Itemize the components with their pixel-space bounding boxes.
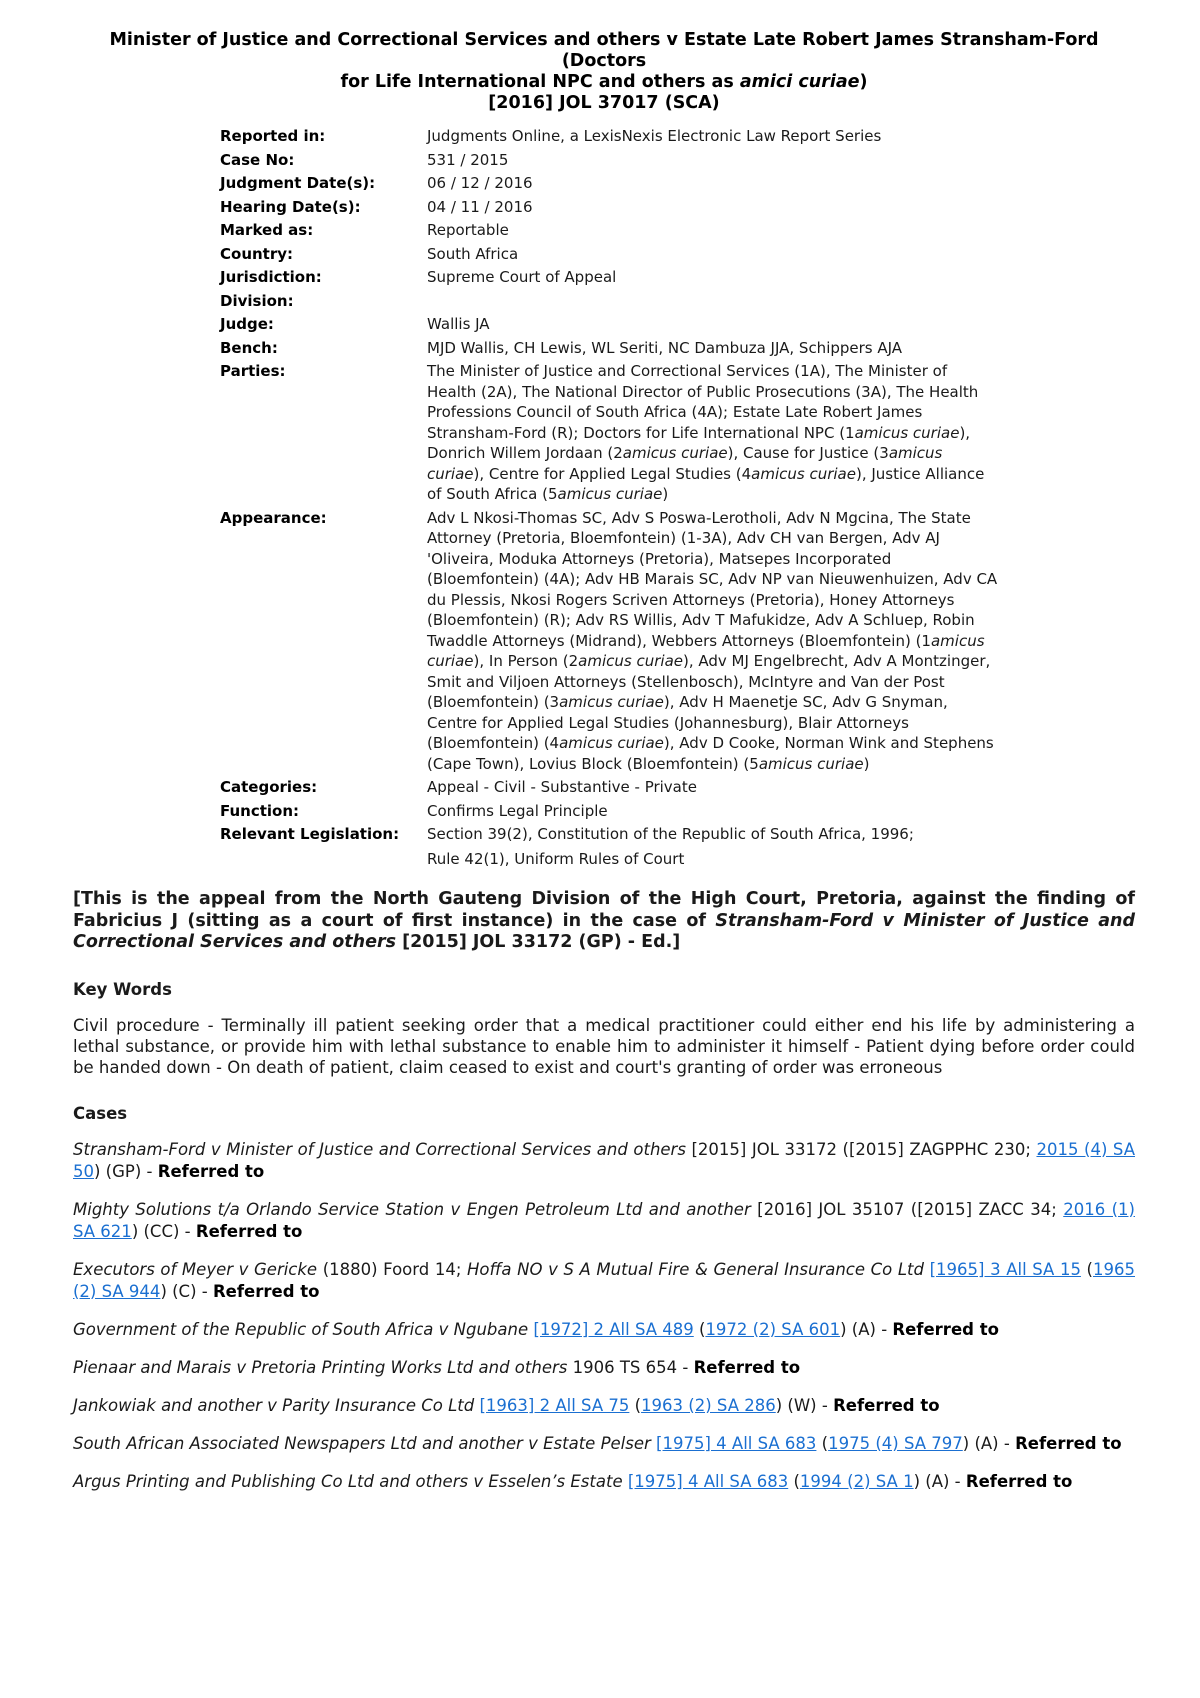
treatment-label: Referred to xyxy=(833,1395,940,1415)
case-name: Argus Printing and Publishing Co Ltd and others v Esselen’s Estate xyxy=(73,1471,623,1491)
case-text: ) (A) - xyxy=(840,1319,893,1339)
appeal-note-text: [This is the appeal from the North Gauteng Division of the High Court, Pretoria, against the finding of Fabricius J (sitting as a court of first instance) in the case of xyxy=(73,889,1135,931)
case-text: (1880) Foord 14; xyxy=(317,1259,468,1279)
metadata-row xyxy=(220,197,1000,218)
cases-list xyxy=(73,1139,1135,1493)
case-text: [2015] JOL 33172 ([2015] ZAGPPHC 230; xyxy=(685,1139,1037,1159)
case-entry xyxy=(73,1319,1135,1341)
metadata-value: The Minister of Justice and Correctional Services (1A), The Minister of Health (2A), The National Director of Public Prosecutions (3A), The Health Professions Council of South Africa (4A); Estate Late Robert James Stransham-Ford (R); Doctors for Life International NPC (1amicus curiae), Donrich Willem Jordaan (2amicus curiae), Cause for Justice (3amicus curiae), Centre for Applied Legal Studies (4amicus curiae), Justice Alliance of South Africa (5amicus curiae) xyxy=(427,362,985,503)
case-entry xyxy=(73,1357,1135,1379)
metadata-row xyxy=(220,777,1000,798)
metadata-value: 04 / 11 / 2016 xyxy=(427,197,533,216)
metadata-value: South Africa xyxy=(427,244,519,263)
amicus-curiae-term: amicus curiae xyxy=(578,652,683,670)
metadata-value: Adv L Nkosi-Thomas SC, Adv S Poswa-Lerotholi, Adv N Mgcina, The State Attorney (Pretoria, Bloemfontein) (1-3A), Adv CH van Bergen, Adv AJ 'Oliveira, Moduka Attorneys (Pretoria), Matsepes Incorporated (Bloemfontein) (4A); Adv HB Marais SC, Adv NP van Nieuwenhuizen, Adv CA du Plessis, Nkosi Rogers Scriven Attorneys (Pretoria), Honey Attorneys (Bloemfontein) (R); Adv RS Willis, Adv T Mafukidze, Adv A Schluep, Robin Twaddle Attorneys (Midrand), Webbers Attorneys (Bloemfontein) (1amicus curiae), In Person (2amicus curiae), Adv MJ Engelbrecht, Adv A Montzinger, Smit and Viljoen Attorneys (Stellenbosch), McIntyre and Van der Post (Bloemfontein) (3amicus curiae), Adv H Maenetje SC, Adv G Snyman, Centre for Applied Legal Studies (Johannesburg), Blair Attorneys (Bloemfontein) (4amicus curiae), Adv D Cooke, Norman Wink and Stephens (Cape Town), Lovius Block (Bloemfontein) (5amicus curiae) xyxy=(427,508,998,773)
key-words-text: Civil procedure - Terminally ill patient seeking order that a medical practitioner could either end his life by administering a lethal substance, or provide him with lethal substance to enable him to administer it himself - Patient dying before order could be handed down - On death of patient, claim ceased to exist and court's granting of order was erroneous xyxy=(73,1015,1135,1077)
case-text: ) (C) - xyxy=(160,1281,213,1301)
citation-link[interactable]: [1972] 2 All SA 489 xyxy=(533,1319,694,1339)
citation-link[interactable]: 1975 (4) SA 797 xyxy=(828,1433,963,1453)
case-citation: [2016] JOL 37017 (SCA) xyxy=(488,93,720,113)
case-text: ( xyxy=(788,1471,800,1491)
title-line2-post: ) xyxy=(859,72,868,92)
case-text: ( xyxy=(1080,1259,1093,1279)
case-name: Stransham-Ford v Minister of Justice and Correctional Services and others xyxy=(73,1139,686,1159)
amicus-curiae-term: amicus curiae xyxy=(751,464,856,483)
citation-link[interactable]: 1965 (2) SA 944 xyxy=(73,1259,1135,1301)
title-line2-pre: for Life International NPC and others as xyxy=(340,72,740,92)
metadata-label: Jurisdiction: xyxy=(220,268,322,286)
case-text: [2016] JOL 35107 ([2015] ZACC 34; xyxy=(750,1199,1064,1219)
metadata-value: MJD Wallis, CH Lewis, WL Seriti, NC Dambuza JJA, Schippers AJA xyxy=(427,338,903,357)
metadata-row xyxy=(220,126,1000,147)
metadata-label: Marked as: xyxy=(220,221,314,239)
case-name: Government of the Republic of South Africa v Ngubane xyxy=(73,1319,529,1339)
treatment-label: Referred to xyxy=(892,1319,999,1339)
metadata-top xyxy=(220,126,1000,358)
metadata-row xyxy=(220,291,1000,312)
metadata-value: Judgments Online, a LexisNexis Electronic Law Report Series xyxy=(427,127,882,145)
metadata-value: Supreme Court of Appeal xyxy=(427,268,617,286)
metadata-label: Parties: xyxy=(220,362,286,380)
case-text: ( xyxy=(629,1395,642,1415)
metadata-label: Hearing Date(s): xyxy=(220,197,361,216)
cases-heading: Cases xyxy=(73,1103,128,1123)
case-metadata xyxy=(220,126,1000,869)
title-line1: Minister of Justice and Correctional Services and others v Estate Late Robert James Stransham-Ford (Doctors xyxy=(109,30,1099,71)
citation-link[interactable]: [1975] 4 All SA 683 xyxy=(656,1433,817,1453)
metadata-label: Reported in: xyxy=(220,127,326,145)
case-text: ( xyxy=(816,1433,829,1453)
amicus-curiae-term: amicus curiae xyxy=(559,693,664,711)
appeal-note-citation: [2015] JOL 33172 (GP) - Ed.] xyxy=(396,932,681,952)
treatment-label: Referred to xyxy=(1015,1433,1122,1453)
metadata-label: Division: xyxy=(220,291,294,310)
citation-link[interactable]: [1963] 2 All SA 75 xyxy=(479,1395,630,1415)
case-name: South African Associated Newspapers Ltd and another v Estate Pelser xyxy=(73,1433,651,1453)
metadata-row-appearance xyxy=(220,508,1000,775)
case-title xyxy=(73,30,1135,114)
case-name: Hoffa NO v S A Mutual Fire & General Insurance Co Ltd xyxy=(467,1259,925,1279)
case-entry xyxy=(73,1259,1135,1303)
case-text: ) (W) - xyxy=(775,1395,834,1415)
case-text: ) (GP) - xyxy=(94,1161,158,1181)
key-words-heading: Key Words xyxy=(73,979,172,999)
legislation-line: Section 39(2), Constitution of the Republic of South Africa, 1996; xyxy=(427,825,914,843)
case-text: ) (A) - xyxy=(913,1471,966,1491)
treatment-label: Referred to xyxy=(157,1161,265,1181)
treatment-label: Referred to xyxy=(212,1281,320,1301)
metadata-value: Confirms Legal Principle xyxy=(427,801,608,820)
metadata-value xyxy=(427,824,1000,869)
metadata-bottom xyxy=(220,777,1000,821)
appeal-note-case-name: Stransham-Ford v Minister of Justice and Correctional Services and others xyxy=(73,910,1135,952)
judgment-page xyxy=(73,30,1135,1493)
metadata-value: Reportable xyxy=(427,221,509,239)
metadata-row xyxy=(220,220,1000,241)
amicus-curiae-term: amicus curiae xyxy=(854,423,960,442)
metadata-row xyxy=(220,173,1000,194)
metadata-value xyxy=(427,291,1000,312)
citation-link[interactable]: 1963 (2) SA 286 xyxy=(641,1395,776,1415)
metadata-row xyxy=(220,314,1000,335)
citation-link[interactable]: [1975] 4 All SA 683 xyxy=(627,1471,789,1491)
case-name: Executors of Meyer v Gericke xyxy=(73,1259,318,1279)
case-name: Mighty Solutions t/a Orlando Service Station v Engen Petroleum Ltd and another xyxy=(73,1199,751,1219)
treatment-label: Referred to xyxy=(693,1357,801,1377)
case-text: ) (A) - xyxy=(962,1433,1016,1453)
metadata-label: Bench: xyxy=(220,338,278,357)
metadata-row-parties xyxy=(220,361,1000,505)
metadata-value: Wallis JA xyxy=(427,315,490,333)
amicus-curiae-term: amicus curiae xyxy=(557,485,663,503)
metadata-label: Country: xyxy=(220,244,294,263)
case-text: ( xyxy=(693,1319,706,1339)
metadata-label: Categories: xyxy=(220,778,318,796)
amicus-curiae-term: amicus curiae xyxy=(559,734,664,752)
amicus-curiae-term: amicus curiae xyxy=(758,754,864,773)
citation-link[interactable]: 2015 (4) SA 50 xyxy=(73,1139,1136,1181)
metadata-value: 06 / 12 / 2016 xyxy=(427,174,533,192)
legislation-line: Rule 42(1), Uniform Rules of Court xyxy=(427,849,685,868)
treatment-label: Referred to xyxy=(965,1471,1073,1491)
metadata-row-legislation xyxy=(220,824,1000,869)
metadata-label: Judge: xyxy=(220,315,274,333)
metadata-label: Case No: xyxy=(220,150,295,169)
metadata-row xyxy=(220,338,1000,359)
case-entry xyxy=(73,1395,1135,1417)
metadata-label: Judgment Date(s): xyxy=(220,174,376,192)
title-line2-italic: amici curiae xyxy=(739,72,860,92)
case-text: 1906 TS 654 - xyxy=(567,1357,694,1377)
metadata-label: Relevant Legislation: xyxy=(220,825,400,843)
case-entry xyxy=(73,1139,1135,1183)
amicus-curiae-term: amicus curiae xyxy=(427,631,985,670)
metadata-label: Appearance: xyxy=(220,508,327,527)
citation-link[interactable]: 1994 (2) SA 1 xyxy=(799,1471,914,1491)
metadata-value: 531 / 2015 xyxy=(427,150,509,169)
citation-link[interactable]: [1965] 3 All SA 15 xyxy=(929,1259,1081,1279)
metadata-row xyxy=(220,244,1000,265)
citation-link[interactable]: 2016 (1) SA 621 xyxy=(73,1199,1135,1241)
citation-link[interactable]: 1972 (2) SA 601 xyxy=(705,1319,841,1339)
metadata-value: Appeal - Civil - Substantive - Private xyxy=(427,778,697,796)
case-text: ) (CC) - xyxy=(131,1221,196,1241)
metadata-row xyxy=(220,150,1000,171)
metadata-label: Function: xyxy=(220,801,300,820)
treatment-label: Referred to xyxy=(195,1221,303,1241)
metadata-row xyxy=(220,801,1000,822)
case-entry xyxy=(73,1199,1135,1243)
amicus-curiae-term: amicus curiae xyxy=(427,444,943,483)
case-name: Jankowiak and another v Parity Insurance Co Ltd xyxy=(73,1395,475,1415)
case-entry xyxy=(73,1471,1135,1493)
metadata-row xyxy=(220,267,1000,288)
appeal-note xyxy=(73,889,1135,954)
case-entry xyxy=(73,1433,1135,1455)
case-name: Pienaar and Marais v Pretoria Printing Works Ltd and others xyxy=(73,1357,568,1377)
amicus-curiae-term: amicus curiae xyxy=(622,444,728,462)
